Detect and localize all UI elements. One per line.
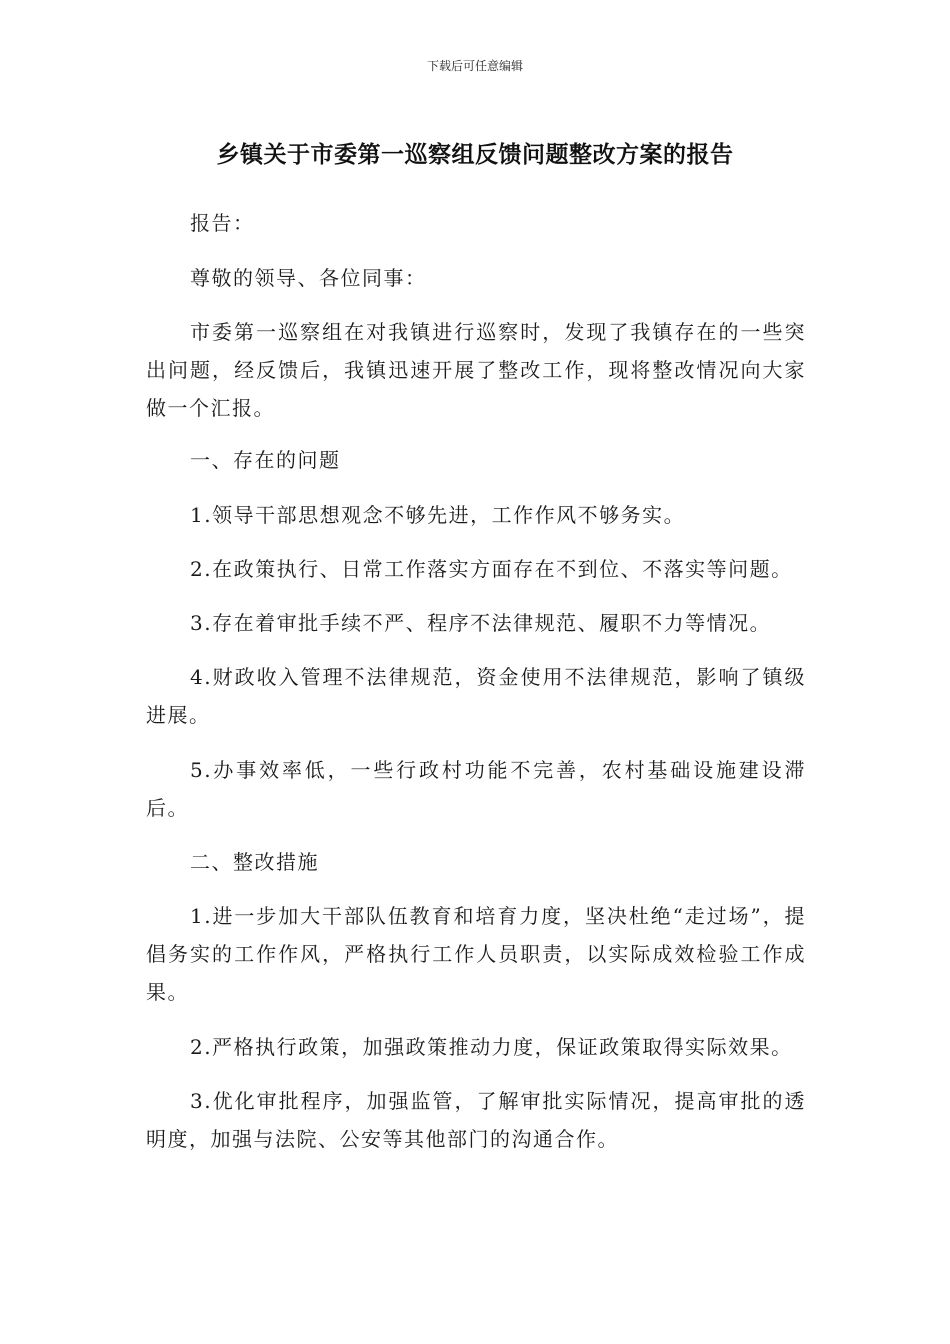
problem-item-1: 1.领导干部思想观念不够先进，工作作风不够务实。 (190, 503, 686, 527)
problem-item-3: 3.存在着审批手续不严、程序不法律规范、履职不力等情况。 (190, 611, 772, 635)
measure-item-2: 2.严格执行政策，加强政策推动力度，保证政策取得实际效果。 (190, 1035, 793, 1059)
problem-item-4: 4.财政收入管理不法律规范，资金使用不法律规范，影响了镇级进展。 (146, 665, 806, 727)
measure-item-3: 3.优化审批程序，加强监管，了解审批实际情况，提高审批的透明度，加强与法院、公安等其他部门的沟通合作。 (146, 1089, 806, 1151)
problem-item-5: 5.办事效率低，一些行政村功能不完善，农村基础设施建设滞后。 (146, 758, 806, 820)
document-title: 乡镇关于市委第一巡察组反馈问题整改方案的报告 (216, 142, 734, 168)
paragraph-report-label: 报告： (190, 211, 255, 235)
problem-item-2: 2.在政策执行、日常工作落实方面存在不到位、不落实等问题。 (190, 557, 793, 581)
header-note: 下载后可任意编辑 (426, 59, 523, 73)
paragraph-intro: 市委第一巡察组在对我镇进行巡察时，发现了我镇存在的一些突出问题，经反馈后，我镇迅速开展了整改工作，现将整改情况向大家做一个汇报。 (146, 320, 806, 420)
section-heading-measures: 二、整改措施 (190, 850, 319, 874)
measure-item-1: 1.进一步加大干部队伍教育和培育力度，坚决杜绝“走过场”，提倡务实的工作作风，严格执行工作人员职责，以实际成效检验工作成果。 (146, 904, 806, 1004)
section-heading-problems: 一、存在的问题 (190, 448, 341, 472)
paragraph-salutation: 尊敬的领导、各位同事： (190, 266, 427, 290)
